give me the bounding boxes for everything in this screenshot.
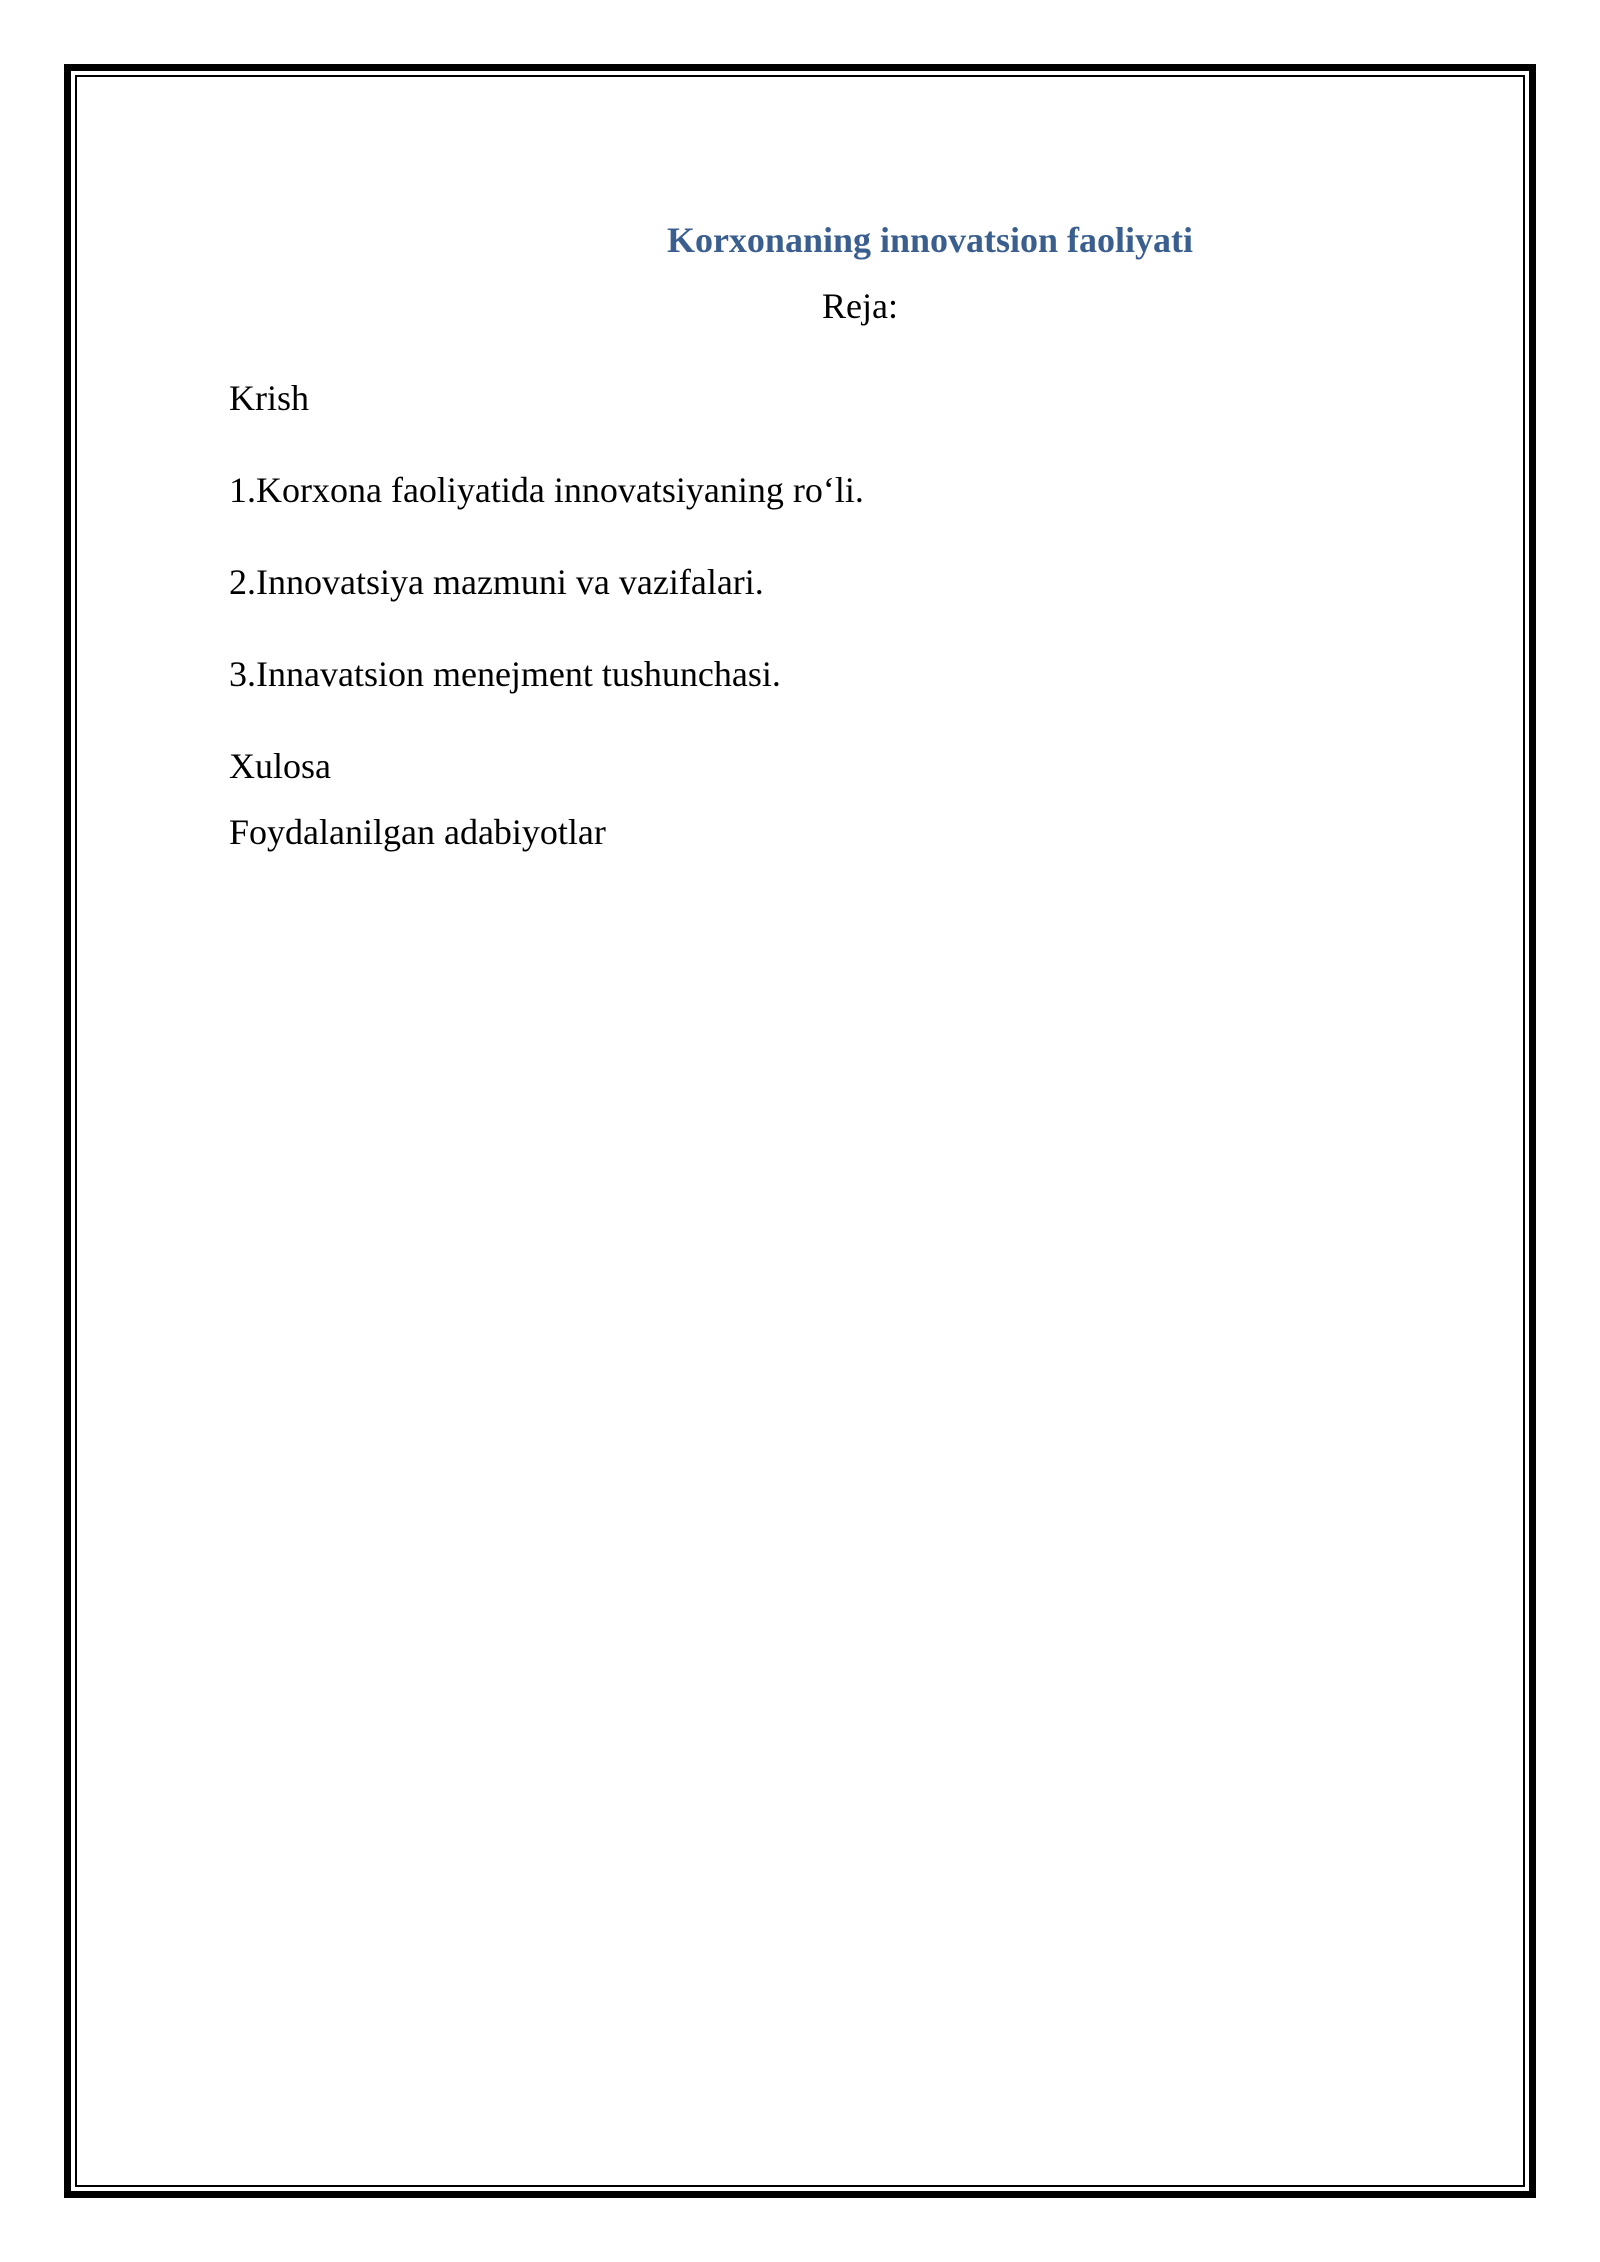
- plan-item-introduction: Krish: [229, 378, 309, 418]
- plan-item-2: 2.Innovatsiya mazmuni va vazifalari.: [229, 562, 764, 602]
- plan-item-conclusion: Xulosa: [229, 746, 331, 786]
- plan-item-references: Foydalanilgan adabiyotlar: [229, 812, 606, 852]
- document-title: Korxonaning innovatsion faoliyati: [666, 220, 1194, 260]
- plan-item-3: 3.Innavatsion menejment tushunchasi.: [229, 654, 781, 694]
- plan-heading: Reja:: [822, 286, 898, 326]
- plan-item-1: 1.Korxona faoliyatida innovatsiyaning ro‘li.: [229, 470, 864, 510]
